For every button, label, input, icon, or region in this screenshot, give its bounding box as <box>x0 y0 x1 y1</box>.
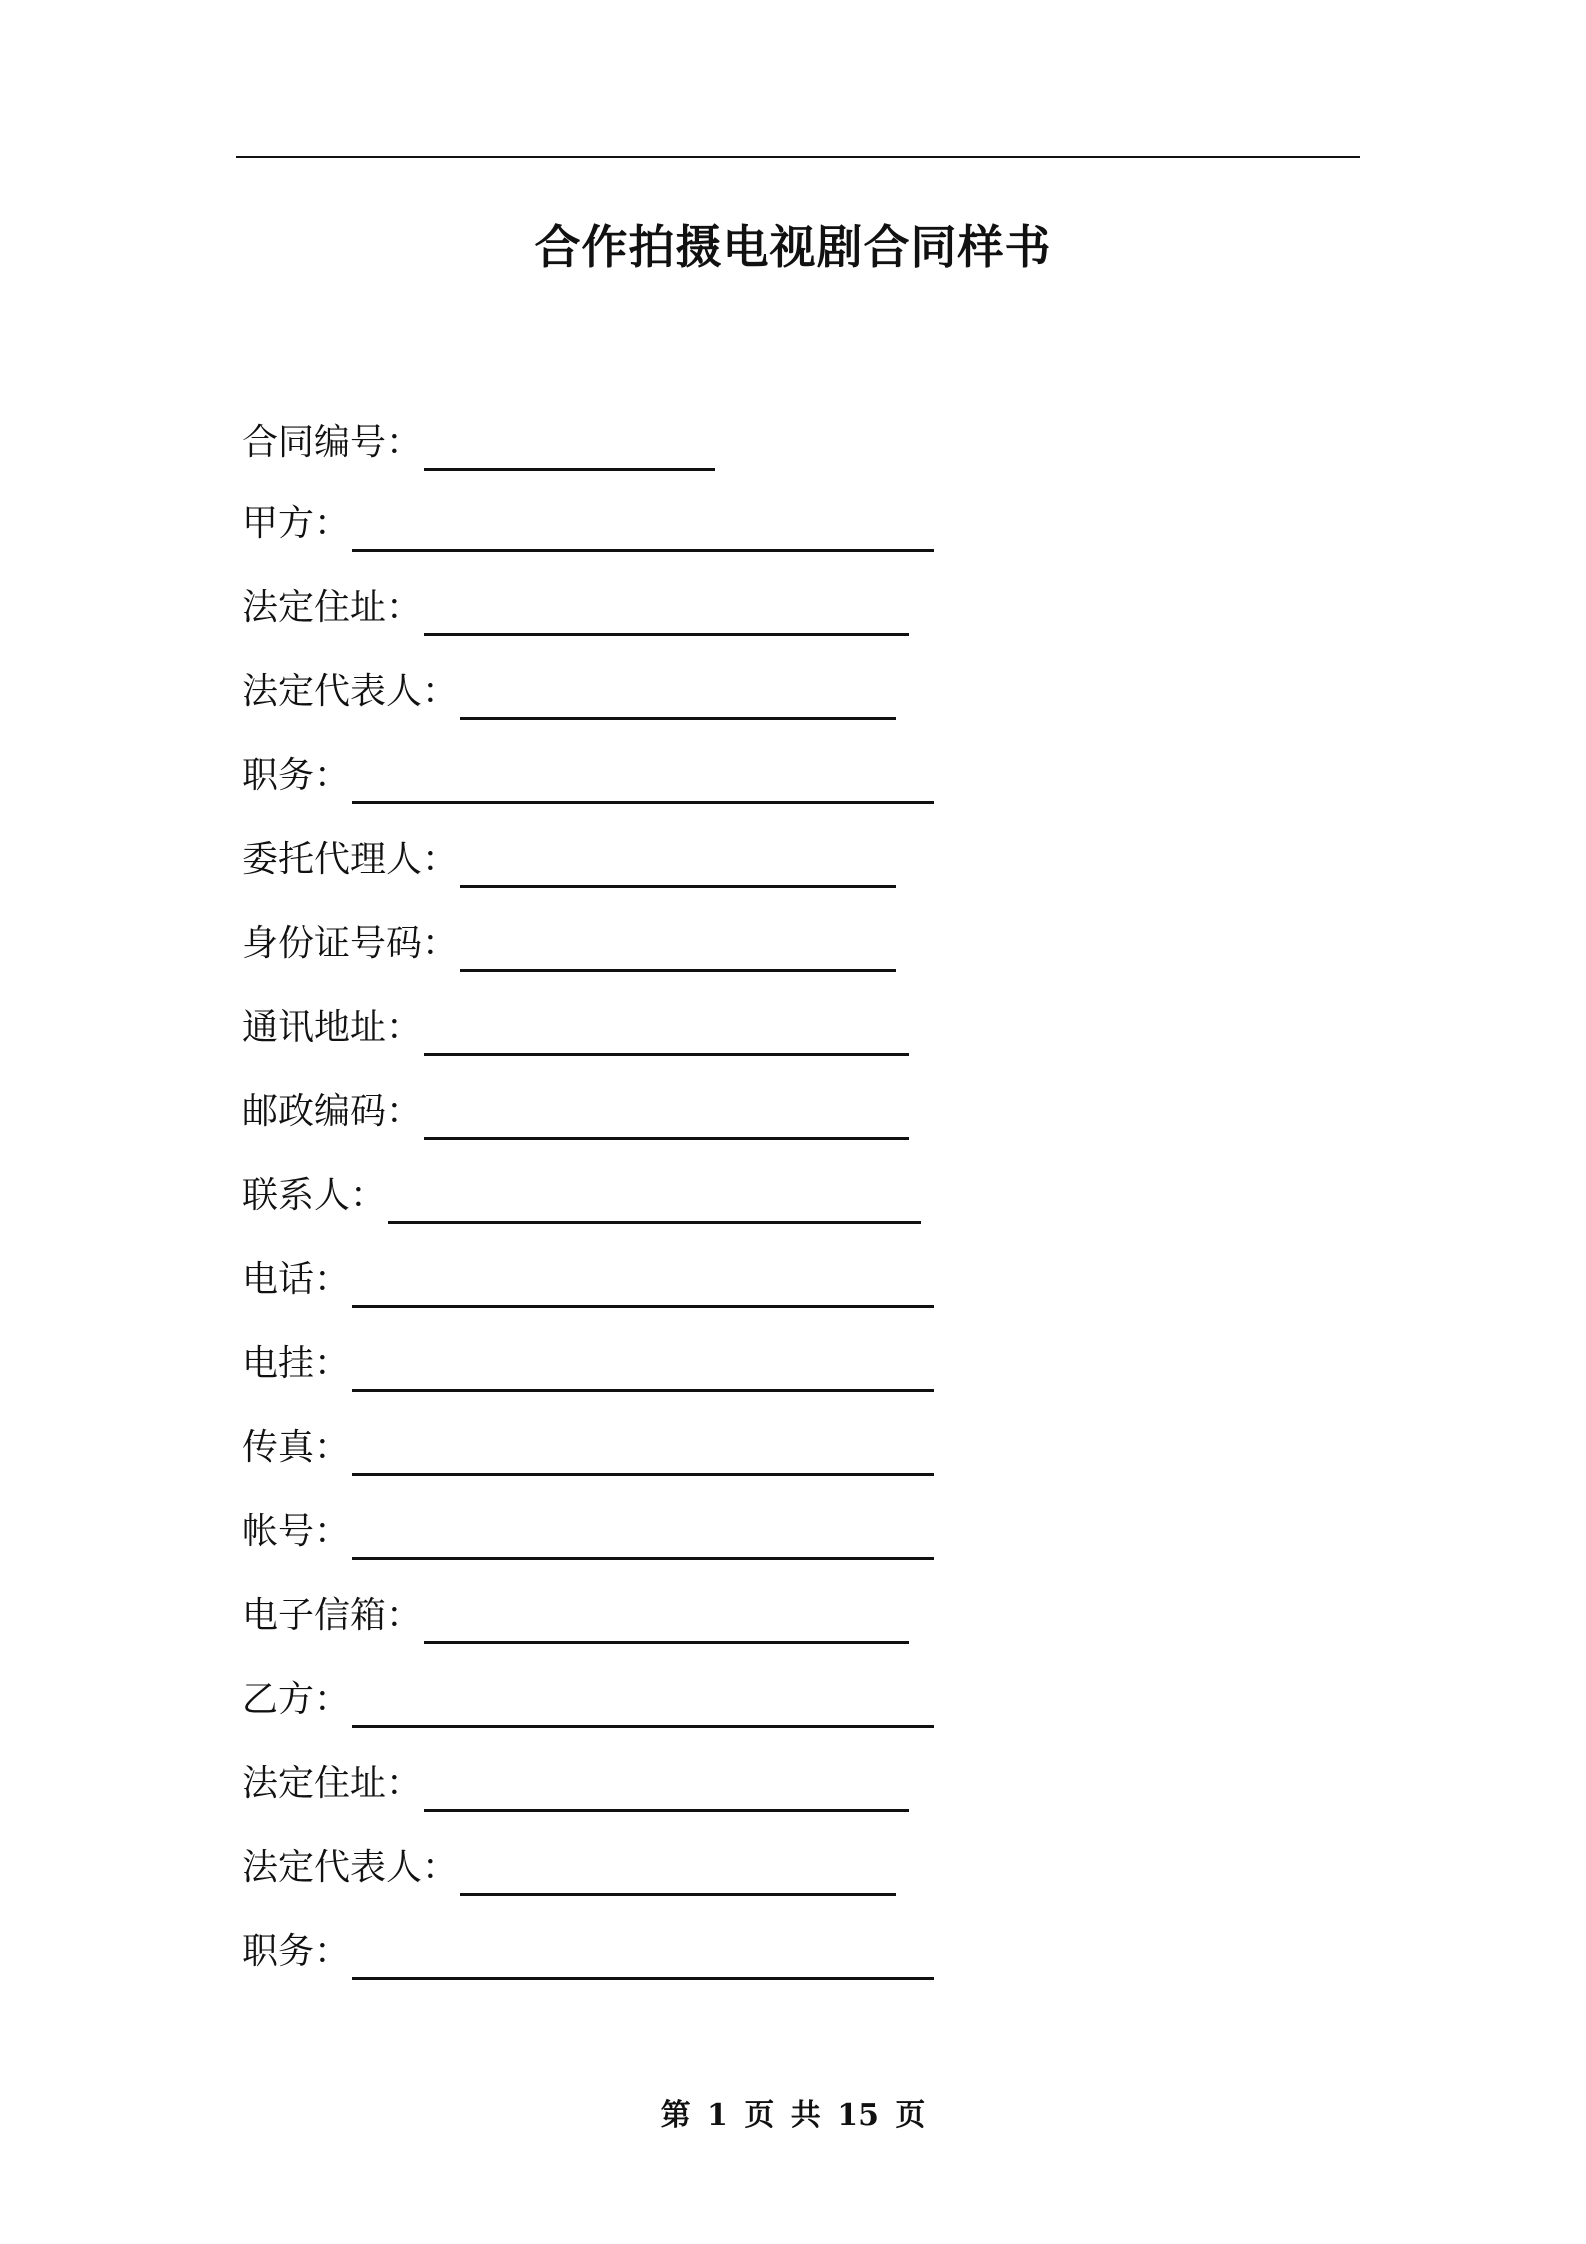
field-label: 职务： <box>242 1931 351 1972</box>
header-rule <box>236 156 1360 158</box>
field-label: 电话： <box>242 1259 351 1300</box>
fill-in-blank <box>460 929 896 972</box>
fill-in-blank <box>388 1181 921 1224</box>
fill-in-blank <box>424 1769 909 1812</box>
contract-field-row <box>242 1826 1342 1910</box>
field-label: 法定住址： <box>242 587 423 628</box>
fill-in-blank <box>424 593 909 636</box>
field-label: 甲方： <box>242 503 351 544</box>
fill-in-blank <box>352 1685 934 1728</box>
field-label: 合同编号： <box>242 422 423 463</box>
field-label: 身份证号码： <box>242 923 459 964</box>
field-label: 通讯地址： <box>242 1007 423 1048</box>
contract-field-row <box>242 1070 1342 1154</box>
contract-field-row <box>242 902 1342 986</box>
fill-in-blank <box>424 428 715 471</box>
contract-field-row <box>242 482 1342 566</box>
field-label: 传真： <box>242 1427 351 1468</box>
contract-field-row <box>242 1910 1342 1994</box>
contract-field-row <box>242 986 1342 1070</box>
fill-in-blank <box>352 1517 934 1560</box>
contract-field-row <box>242 1742 1342 1826</box>
fill-in-blank <box>424 1097 909 1140</box>
contract-field-row <box>242 404 1342 482</box>
contract-field-row <box>242 1490 1342 1574</box>
field-label: 邮政编码： <box>242 1091 423 1132</box>
field-label: 电子信箱： <box>242 1595 423 1636</box>
contract-field-row <box>242 734 1342 818</box>
field-label: 法定代表人： <box>242 1847 459 1888</box>
contract-field-row <box>242 1406 1342 1490</box>
field-label: 职务： <box>242 755 351 796</box>
document-title: 合作拍摄电视剧合同样书 <box>534 220 1052 274</box>
field-label: 委托代理人： <box>242 839 459 880</box>
contract-field-list <box>242 404 1342 1994</box>
fill-in-blank <box>460 1853 896 1896</box>
field-label: 乙方： <box>242 1679 351 1720</box>
contract-field-row <box>242 566 1342 650</box>
fill-in-blank <box>352 1433 934 1476</box>
contract-field-row <box>242 1154 1342 1238</box>
field-label: 帐号： <box>242 1511 351 1552</box>
fill-in-blank <box>424 1013 909 1056</box>
fill-in-blank <box>460 845 896 888</box>
fill-in-blank <box>460 677 896 720</box>
contract-field-row <box>242 1238 1342 1322</box>
field-label: 电挂： <box>242 1343 351 1384</box>
contract-field-row <box>242 818 1342 902</box>
fill-in-blank <box>352 1937 934 1980</box>
contract-field-row <box>242 1322 1342 1406</box>
field-label: 法定住址： <box>242 1763 423 1804</box>
fill-in-blank <box>424 1601 909 1644</box>
contract-field-row <box>242 1658 1342 1742</box>
fill-in-blank <box>352 1349 934 1392</box>
field-label: 法定代表人： <box>242 671 459 712</box>
field-label: 联系人： <box>242 1175 387 1216</box>
contract-field-row <box>242 1574 1342 1658</box>
fill-in-blank <box>352 761 934 804</box>
fill-in-blank <box>352 509 934 552</box>
fill-in-blank <box>352 1265 934 1308</box>
page-number: 第 1 页 共 15 页 <box>660 2098 926 2133</box>
contract-field-row <box>242 650 1342 734</box>
